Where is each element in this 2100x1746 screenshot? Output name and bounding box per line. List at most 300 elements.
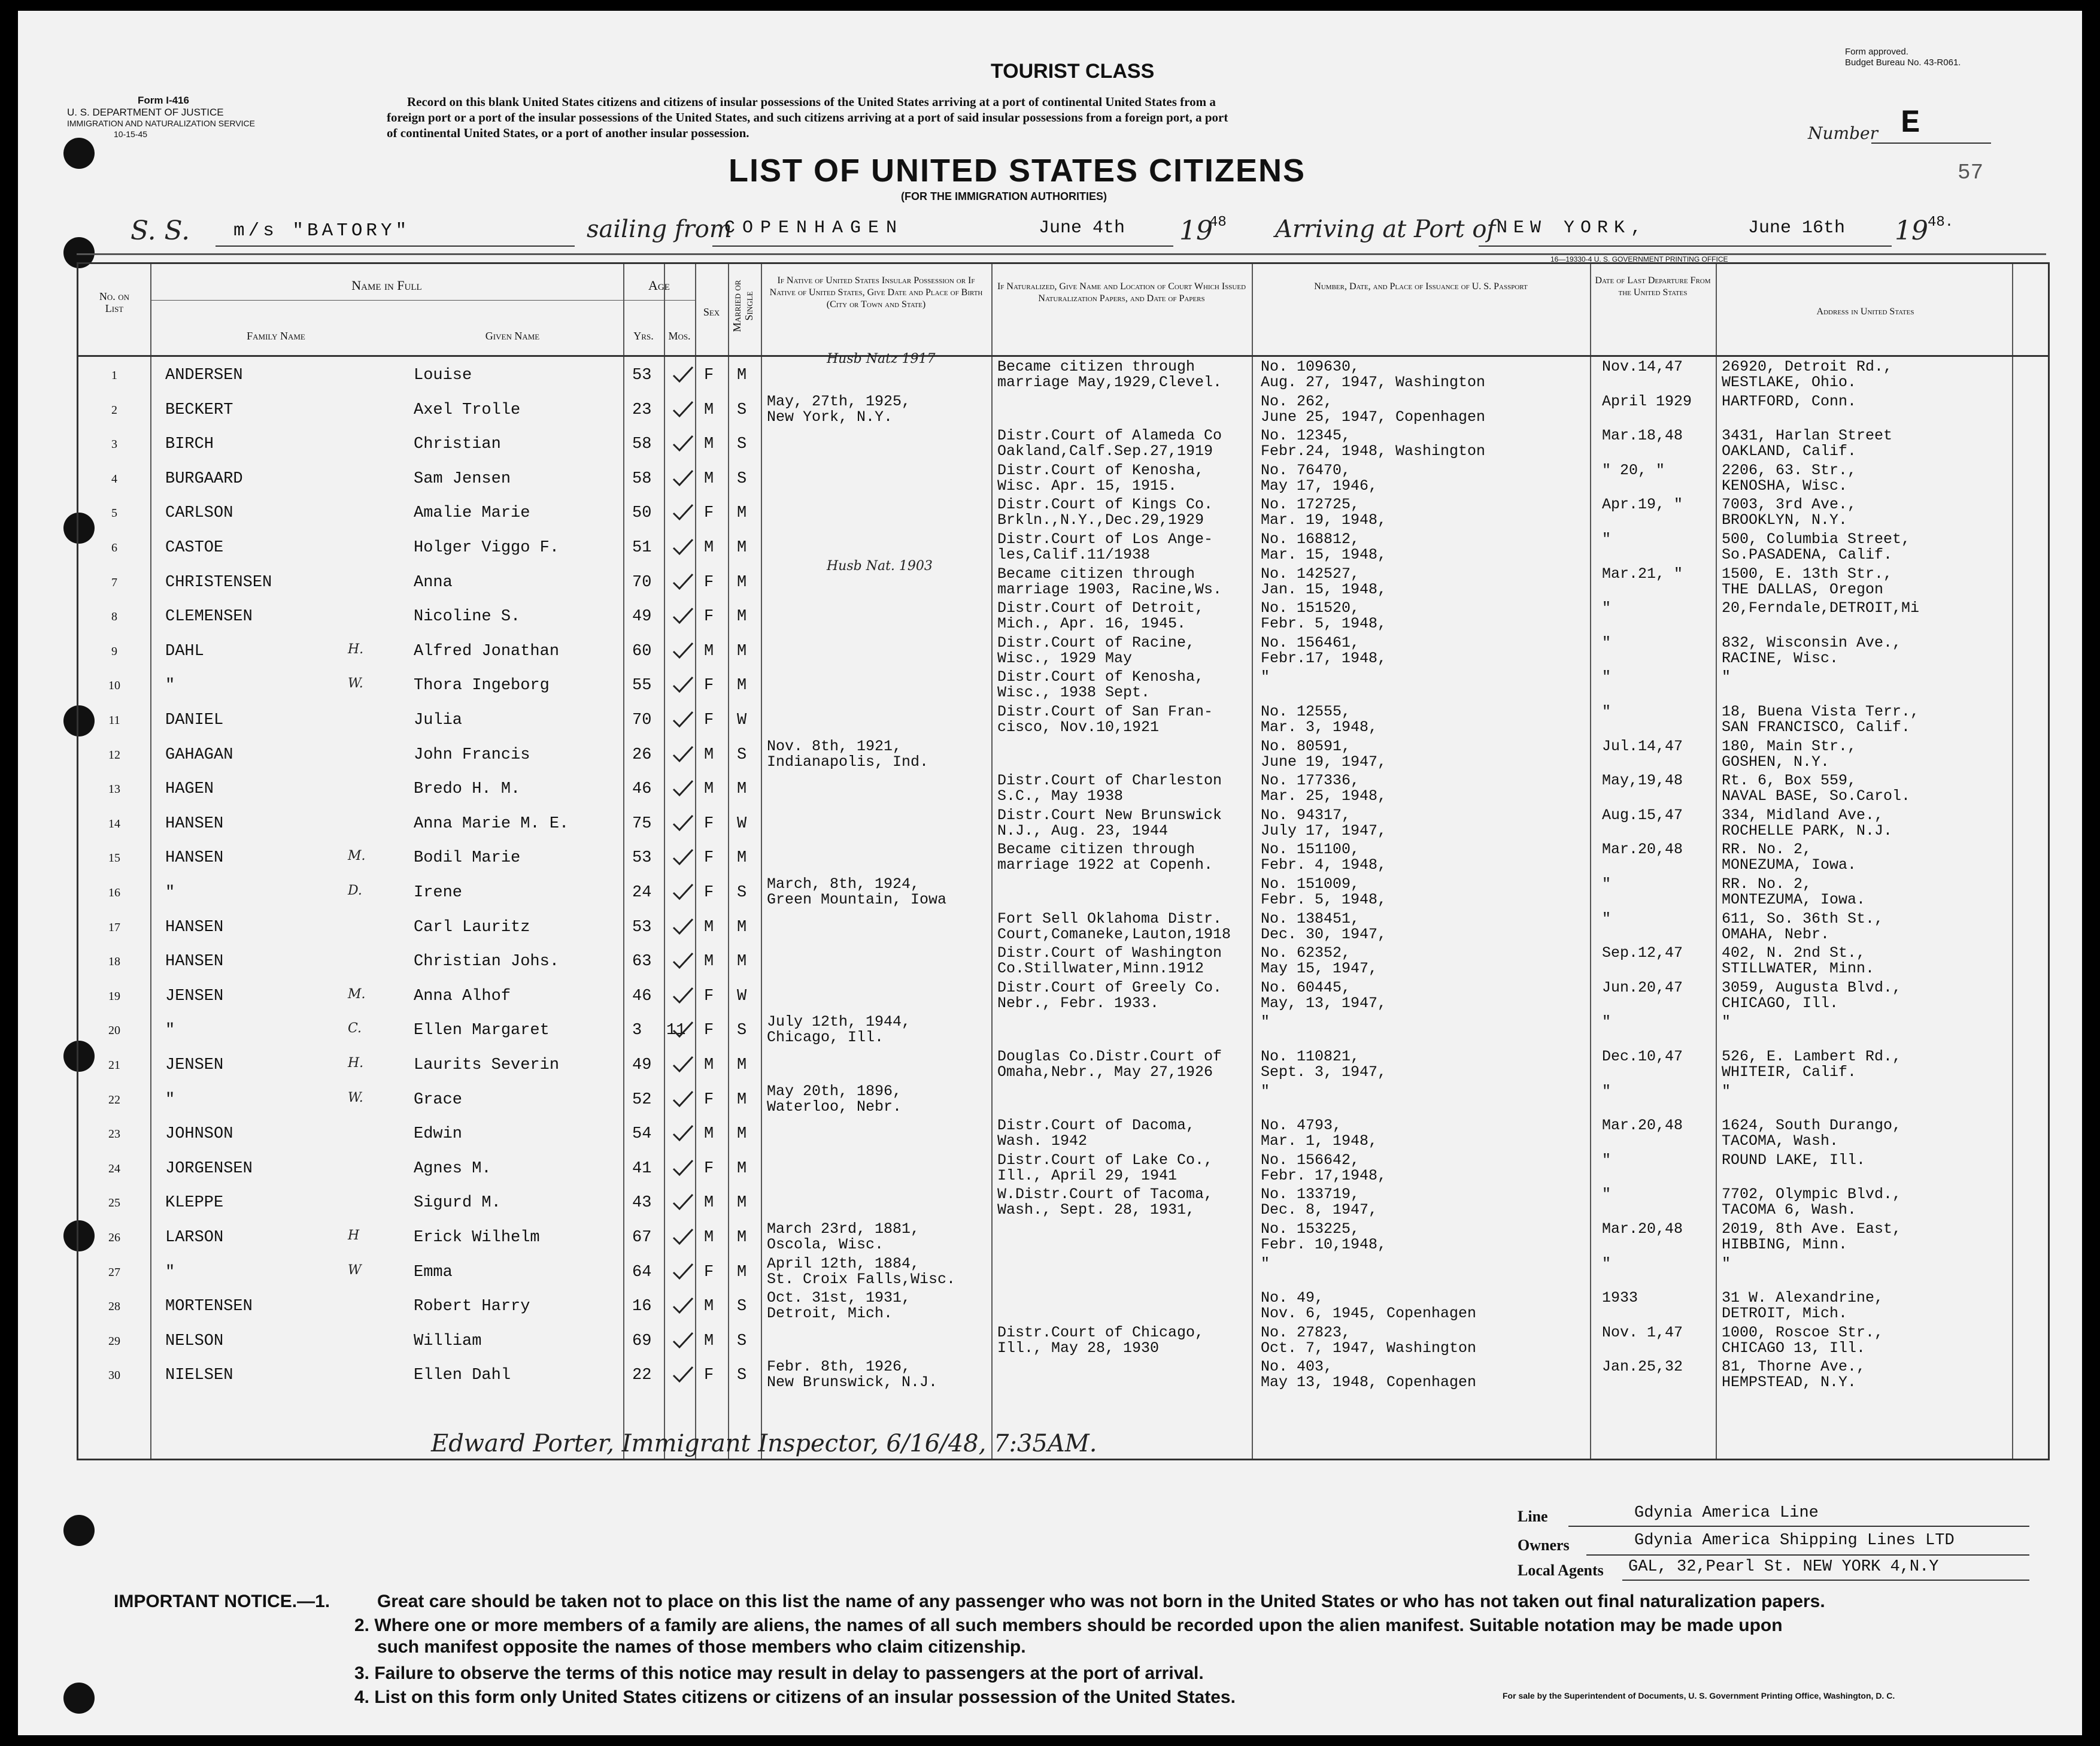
family-name: BECKERT (165, 401, 233, 419)
table-row (78, 1084, 2048, 1118)
us-address: HIBBING, Minn. (1722, 1236, 1848, 1253)
family-name: JENSEN (165, 987, 224, 1005)
line-value: Gdynia America Line (1634, 1504, 1819, 1522)
naturalization: S.C., May 1938 (997, 787, 1124, 805)
notice-item-2b: such manifest opposite the names of those members who claim citizenship. (377, 1637, 1026, 1657)
check-mark-icon (671, 1021, 695, 1039)
us-address: 402, N. 2nd St., (1722, 944, 1866, 962)
naturalization: Distr.Court of Kenosha, (997, 461, 1204, 479)
family-name: HANSEN (165, 953, 224, 971)
table-row (78, 601, 2048, 635)
handwritten-note: Husb Natz 1917 (827, 351, 936, 366)
row-number: 2 (111, 403, 117, 417)
passport: Mar. 25, 1948, (1261, 787, 1387, 805)
birth-place: Oscola, Wisc. (767, 1236, 884, 1253)
given-name: Agnes M. (414, 1159, 491, 1178)
us-address: 526, E. Lambert Rd., (1722, 1048, 1902, 1065)
naturalization: Nebr., Febr. 1933. (997, 994, 1160, 1012)
table-row (78, 739, 2048, 774)
last-departure: Jan.25,32 (1602, 1358, 1683, 1376)
row-number: 29 (108, 1334, 120, 1348)
check-mark-icon (671, 1193, 695, 1211)
arrival-year: 48. (1928, 214, 1954, 231)
birth-place: New York, N.Y. (767, 408, 893, 426)
last-departure: Jun.20,47 (1602, 978, 1683, 996)
family-name: HANSEN (165, 814, 224, 833)
table-row (78, 351, 2048, 394)
naturalization: Distr.Court of Greely Co. (997, 978, 1222, 996)
us-address: RR. No. 2, (1722, 841, 1812, 859)
given-name: Emma (414, 1263, 453, 1281)
punch-hole (63, 138, 95, 169)
us-address: HARTFORD, Conn. (1722, 392, 1857, 410)
check-mark-icon (671, 711, 695, 729)
last-departure: " 20, " (1602, 461, 1665, 479)
row-number: 26 (108, 1231, 120, 1244)
family-name: JENSEN (165, 1056, 224, 1074)
passport: No. 153225, (1261, 1220, 1360, 1238)
naturalization: Distr.Court of Los Ange- (997, 531, 1213, 548)
us-address: So.PASADENA, Calif. (1722, 546, 1893, 563)
check-mark-icon (671, 366, 695, 384)
table-row (78, 1015, 2048, 1049)
birth-place: Indianapolis, Ind. (767, 753, 929, 771)
sex: F (704, 608, 714, 626)
birth-place: Green Mountain, Iowa (767, 891, 947, 908)
given-name: Amalie Marie (414, 504, 530, 523)
us-address: 2019, 8th Ave. East, (1722, 1220, 1902, 1238)
naturalization: Distr.Court of Dacoma, (997, 1117, 1195, 1135)
marital-status: M (737, 366, 747, 384)
table-row (78, 1118, 2048, 1153)
last-departure: " (1602, 703, 1612, 720)
passport: Nov. 6, 1945, Copenhagen (1261, 1305, 1477, 1323)
last-departure: April 1929 (1602, 392, 1692, 410)
given-name: John Francis (414, 745, 530, 764)
us-address: GOSHEN, N.Y. (1722, 753, 1830, 771)
check-mark-icon (671, 780, 695, 798)
sex: M (704, 1194, 714, 1212)
birth-place: July 12th, 1944, (767, 1013, 911, 1031)
passport: No. 156642, (1261, 1151, 1360, 1169)
naturalization: les,Calif.11/1938 (997, 546, 1151, 563)
number-underline (1871, 143, 1991, 144)
line-label: Line (1518, 1508, 1548, 1525)
family-name: LARSON (165, 1229, 224, 1247)
family-name: CASTOE (165, 539, 224, 557)
age-years: 49 (632, 1056, 652, 1074)
age-years: 53 (632, 849, 652, 868)
sex: M (704, 1229, 714, 1247)
table-row (78, 532, 2048, 566)
sailing-label: sailing from (587, 216, 732, 243)
passport: Febr. 4, 1948, (1261, 856, 1387, 874)
naturalization: Distr.Court New Brunswick (997, 806, 1222, 824)
check-mark-icon (671, 469, 695, 487)
sex: F (704, 884, 714, 902)
age-years: 55 (632, 677, 652, 695)
birth-place: April 12th, 1884, (767, 1254, 920, 1272)
naturalization: Oakland,Calf.Sep.27,1919 (997, 442, 1213, 460)
sex: F (704, 1090, 714, 1109)
naturalization: Became citizen through (997, 358, 1195, 375)
birth-place: Nov. 8th, 1921, (767, 737, 902, 755)
sailing-underline (712, 245, 1173, 247)
passport: Dec. 8, 1947, (1261, 1201, 1378, 1219)
naturalization: W.Distr.Court of Tacoma, (997, 1186, 1213, 1204)
sex: F (704, 573, 714, 592)
age-years: 70 (632, 711, 652, 729)
last-departure: Sep.12,47 (1602, 944, 1683, 962)
header-sex: Sex (703, 306, 720, 318)
given-name: Louise (414, 366, 472, 384)
naturalization: marriage May,1929,Clevel. (997, 374, 1222, 391)
row-number: 8 (111, 610, 117, 624)
marital-status: W (737, 987, 747, 1005)
check-mark-icon (671, 1332, 695, 1350)
last-departure: " (1602, 531, 1612, 548)
family-name: " (165, 1021, 175, 1040)
handwritten-note: H. (348, 641, 364, 657)
us-address: 1500, E. 13th Str., (1722, 565, 1893, 583)
us-address: CHICAGO 13, Ill. (1722, 1339, 1866, 1357)
passport: Mar. 19, 1948, (1261, 511, 1387, 529)
age-months: 11 (666, 1021, 686, 1040)
row-number: 10 (108, 679, 120, 693)
passport: No. 133719, (1261, 1186, 1360, 1204)
check-mark-icon (671, 1124, 695, 1142)
given-name: Axel Trolle (414, 401, 521, 419)
family-name: BIRCH (165, 435, 214, 454)
form-code: Form I-416 (138, 95, 189, 106)
passenger-table (77, 262, 2050, 1460)
us-address: 7702, Olympic Blvd., (1722, 1186, 1902, 1204)
us-address: NAVAL BASE, So.Carol. (1722, 787, 1911, 805)
family-name: JOHNSON (165, 1125, 233, 1144)
sex: F (704, 1159, 714, 1178)
last-departure: Nov.14,47 (1602, 358, 1683, 375)
passport: No. 142527, (1261, 565, 1360, 583)
naturalization: Ill., April 29, 1941 (997, 1166, 1178, 1184)
last-departure: " (1602, 1151, 1612, 1169)
sailing-date: June 4th (1039, 218, 1125, 238)
age-years: 49 (632, 608, 652, 626)
row-number: 6 (111, 541, 117, 554)
us-address: 20,Ferndale,DETROIT,Mi (1722, 599, 1920, 617)
instruction-text: foreign port or a port of the insular possessions of the United States, and such citizens arriving at a port of said insular possessions from a foreign port, a port (387, 110, 1228, 125)
age-years: 24 (632, 884, 652, 902)
sex: F (704, 711, 714, 729)
given-name: Ellen Dahl (414, 1366, 511, 1385)
passport: No. 262, (1261, 392, 1333, 410)
passport: Febr.17, 1948, (1261, 649, 1387, 667)
number-label: Number (1808, 123, 1878, 143)
notice-item-3: 3. Failure to observe the terms of this notice may result in delay to passengers at the port of arrival. (354, 1663, 1204, 1683)
row-number: 21 (108, 1059, 120, 1072)
us-address: 180, Main Str., (1722, 737, 1857, 755)
header-no: No. on List (99, 290, 130, 314)
sex: M (704, 1332, 714, 1350)
form-title: LIST OF UNITED STATES CITIZENS (729, 153, 1306, 189)
punch-hole (63, 1515, 95, 1546)
marital-status: M (737, 780, 747, 799)
passport: Febr. 5, 1948, (1261, 891, 1387, 908)
handwritten-note: D. (348, 883, 362, 898)
marital-status: M (737, 918, 747, 936)
handwritten-note: W. (348, 1090, 363, 1105)
us-address: DETROIT, Mich. (1722, 1305, 1848, 1323)
last-departure: " (1602, 1082, 1612, 1100)
marital-status: S (737, 401, 747, 419)
row-number: 25 (108, 1196, 120, 1210)
naturalization: Brkln.,N.Y.,Dec.29,1929 (997, 511, 1204, 529)
arriving-label: Arriving at Port of (1275, 216, 1496, 243)
check-mark-icon (671, 573, 695, 591)
birth-place: New Brunswick, N.J. (767, 1374, 938, 1392)
given-name: Carl Lauritz (414, 918, 530, 936)
passport: " (1261, 1254, 1270, 1272)
age-years: 46 (632, 987, 652, 1005)
row-number: 30 (108, 1369, 120, 1383)
us-address: RACINE, Wisc. (1722, 649, 1839, 667)
last-departure: " (1602, 1013, 1612, 1031)
check-mark-icon (671, 987, 695, 1005)
last-departure: " (1602, 875, 1612, 893)
sex: F (704, 849, 714, 868)
passport: " (1261, 1082, 1270, 1100)
check-mark-icon (671, 952, 695, 970)
naturalization: cisco, Nov.10,1921 (997, 719, 1160, 736)
notice-item-2: 2. Where one or more members of a family are aliens, the names of all such members should be recorded upon the alien manifest. Suitable notation may be made upon (354, 1615, 1783, 1635)
passport: Febr.24, 1948, Washington (1261, 442, 1486, 460)
last-departure: " (1602, 668, 1612, 686)
us-address: 2206, 63. Str., (1722, 461, 1857, 479)
row-number: 1 (111, 369, 117, 382)
given-name: Christian (414, 435, 501, 454)
naturalization: Fort Sell Oklahoma Distr. (997, 910, 1222, 927)
sex: M (704, 745, 714, 764)
header-departure: Date of Last Departure From the United States (1595, 275, 1711, 298)
table-row (78, 392, 2048, 429)
age-years: 75 (632, 814, 652, 833)
marital-status: M (737, 1056, 747, 1074)
last-departure: Aug.15,47 (1602, 806, 1683, 824)
table-row (78, 1153, 2048, 1187)
naturalization: Distr.Court of Washington (997, 944, 1222, 962)
row-number: 4 (111, 472, 117, 486)
naturalization: Court,Comaneke,Lauton,1918 (997, 925, 1231, 943)
last-departure: " (1602, 1254, 1612, 1272)
us-address: ROUND LAKE, Ill. (1722, 1151, 1866, 1169)
passport: No. 49, (1261, 1289, 1324, 1307)
us-address: BROOKLYN, N.Y. (1722, 511, 1848, 529)
passport: No. 151520, (1261, 599, 1360, 617)
passport: June 25, 1947, Copenhagen (1261, 408, 1486, 426)
sex: M (704, 918, 714, 936)
naturalization: Wash. 1942 (997, 1132, 1088, 1150)
given-name: Christian Johs. (414, 953, 560, 971)
us-address: WHITEIR, Calif. (1722, 1063, 1857, 1081)
passport: " (1261, 1013, 1270, 1031)
last-departure: Dec.10,47 (1602, 1048, 1683, 1065)
naturalization: Ill., May 28, 1930 (997, 1339, 1160, 1357)
sex: F (704, 1021, 714, 1040)
arrival-date: June 16th (1748, 218, 1846, 238)
passport: Aug. 27, 1947, Washington (1261, 374, 1486, 391)
us-address: 611, So. 36th St., (1722, 910, 1884, 927)
us-address: TACOMA 6, Wash. (1722, 1201, 1857, 1219)
table-row (78, 705, 2048, 739)
header-name-in-full: Name in Full (351, 278, 422, 293)
table-row (78, 912, 2048, 946)
row-number: 5 (111, 507, 117, 520)
age-years: 50 (632, 504, 652, 523)
passport: Febr. 17,1948, (1261, 1166, 1387, 1184)
passport: No. 168812, (1261, 531, 1360, 548)
header-naturalized: If Naturalized, Give Name and Location of Court Which Issued Naturalization Papers, and Date of Papers (997, 281, 1246, 304)
number-value: E (1901, 105, 1920, 142)
row-number: 28 (108, 1300, 120, 1314)
row-number: 16 (108, 886, 120, 899)
owners-label: Owners (1518, 1536, 1570, 1554)
family-name: KLEPPE (165, 1194, 224, 1212)
marital-status: W (737, 711, 747, 729)
naturalization: Wisc., 1929 May (997, 649, 1133, 667)
table-row (78, 498, 2048, 532)
family-name: MORTENSEN (165, 1298, 253, 1316)
passport: No. 177336, (1261, 772, 1360, 790)
birth-place: Febr. 8th, 1926, (767, 1358, 911, 1376)
check-mark-icon (671, 814, 695, 832)
given-name: Anna (414, 573, 453, 592)
family-name: " (165, 884, 175, 902)
us-address: OMAHA, Nebr. (1722, 925, 1830, 943)
marital-status: M (737, 539, 747, 557)
check-mark-icon (671, 1228, 695, 1246)
us-address: 832, Wisconsin Ave., (1722, 633, 1902, 651)
notice-item-4: 4. List on this form only United States citizens or citizens of an insular possession of the United States. (354, 1687, 1236, 1707)
given-name: Bredo H. M. (414, 780, 521, 799)
naturalization: N.J., Aug. 23, 1944 (997, 822, 1169, 839)
marital-status: M (737, 1263, 747, 1281)
family-name: ANDERSEN (165, 366, 243, 384)
passport: Febr. 5, 1948, (1261, 615, 1387, 633)
naturalization: Mich., Apr. 16, 1945. (997, 615, 1186, 633)
given-name: Sigurd M. (414, 1194, 501, 1212)
agents-value: GAL, 32,Pearl St. NEW YORK 4,N.Y (1628, 1558, 1939, 1576)
family-name: DAHL (165, 642, 204, 660)
marital-status: M (737, 504, 747, 523)
inspector-signature: Edward Porter, Immigrant Inspector, 6/16/48, 7:35AM. (431, 1430, 1097, 1457)
check-mark-icon (671, 745, 695, 763)
marital-status: S (737, 1332, 747, 1350)
sex: M (704, 780, 714, 799)
marital-status: S (737, 1021, 747, 1040)
header-given-name: Given Name (485, 330, 540, 342)
us-address: 7003, 3rd Ave., (1722, 496, 1857, 514)
birth-place: Oct. 31st, 1931, (767, 1289, 911, 1307)
passport: Mar. 15, 1948, (1261, 546, 1387, 563)
check-mark-icon (671, 607, 695, 625)
sailing-year-prefix: 19 (1179, 216, 1213, 246)
family-name: HAGEN (165, 780, 214, 799)
marital-status: M (737, 677, 747, 695)
age-years: 3 (632, 1021, 642, 1040)
handwritten-note: H. (348, 1056, 364, 1071)
punch-hole (63, 1683, 95, 1714)
table-row (78, 978, 2048, 1015)
age-years: 16 (632, 1298, 652, 1316)
sex: F (704, 504, 714, 523)
naturalization: Wisc., 1938 Sept. (997, 684, 1151, 702)
check-mark-icon (671, 435, 695, 453)
naturalization: Distr.Court of Lake Co., (997, 1151, 1213, 1169)
row-number: 24 (108, 1162, 120, 1175)
sex: M (704, 435, 714, 454)
us-address: " (1722, 668, 1731, 686)
passport: No. 151100, (1261, 841, 1360, 859)
passport: May, 13, 1947, (1261, 994, 1387, 1012)
header-birth: If Native of United States Insular Possession or If Native of United States, Give Date and Place of Birth (City or Town and State) (769, 275, 983, 310)
family-name: " (165, 1090, 175, 1109)
family-name: CARLSON (165, 504, 233, 523)
row-number: 7 (111, 575, 117, 589)
page-number: 57 (1958, 160, 1984, 185)
family-name: HANSEN (165, 918, 224, 936)
marital-status: M (737, 1229, 747, 1247)
approval-line: Form approved. (1845, 47, 1908, 57)
last-departure: Nov. 1,47 (1602, 1323, 1683, 1341)
family-name: BURGAARD (165, 469, 243, 488)
naturalization: marriage 1922 at Copenh. (997, 856, 1213, 874)
passport: No. 12555, (1261, 703, 1351, 720)
table-row (78, 1050, 2048, 1084)
age-years: 54 (632, 1125, 652, 1144)
age-years: 64 (632, 1263, 652, 1281)
us-address: 81, Thorne Ave., (1722, 1358, 1866, 1376)
naturalization: Distr.Court of Racine, (997, 633, 1195, 651)
line-underline (1568, 1526, 2029, 1527)
row-number: 18 (108, 955, 120, 969)
us-address: MONTEZUMA, Iowa. (1722, 891, 1866, 908)
agents-label: Local Agents (1518, 1562, 1604, 1579)
sex: F (704, 814, 714, 833)
naturalization: marriage 1903, Racine,Ws. (997, 580, 1222, 598)
header-married: Married or Single (731, 280, 755, 332)
passport: Dec. 30, 1947, (1261, 925, 1387, 943)
family-name: JORGENSEN (165, 1159, 253, 1178)
family-name: CHRISTENSEN (165, 573, 272, 592)
passport: No. 27823, (1261, 1323, 1351, 1341)
handwritten-note: W (348, 1262, 362, 1278)
last-departure: Mar.21, " (1602, 565, 1683, 583)
row-number: 12 (108, 748, 120, 762)
check-mark-icon (671, 676, 695, 694)
given-name: Grace (414, 1090, 463, 1109)
us-address: 334, Midland Ave., (1722, 806, 1884, 824)
sex: F (704, 987, 714, 1005)
passport: No. 94317, (1261, 806, 1351, 824)
last-departure: " (1602, 1186, 1612, 1204)
given-name: Anna Alhof (414, 987, 511, 1005)
header-address: Address in United States (1816, 307, 1914, 317)
row-number: 19 (108, 989, 120, 1003)
sex: F (704, 677, 714, 695)
table-row (78, 463, 2048, 498)
passport: July 17, 1947, (1261, 822, 1387, 839)
passport: Sept. 3, 1947, (1261, 1063, 1387, 1081)
given-name: Edwin (414, 1125, 463, 1144)
